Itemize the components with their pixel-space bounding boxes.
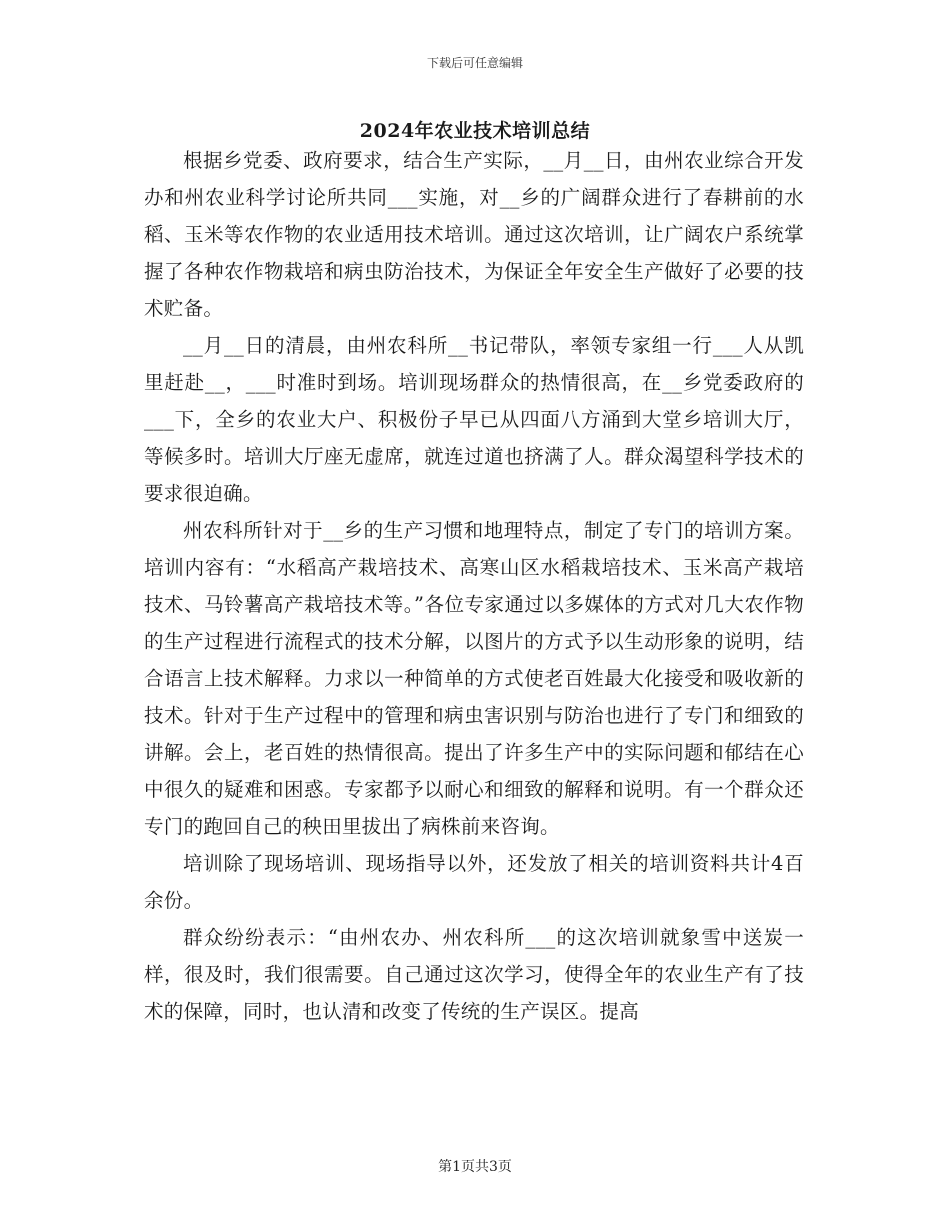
paragraph-3: 州农科所针对于__乡的生产习惯和地理特点，制定了专门的培训方案。培训内容有：“水稻高产栽培技术、高寒山区水稻栽培技术、玉米高产栽培技术、马铃薯高产栽培技术等。”各位专家通过以多媒体的方式对几大农作物的生产过程进行流程式的技术分解，以图片的方式予以生动形象的说明，结合语言上技术解释。力求以一种简单的方式使老百姓最大化接受和吸收新的技术。针对于生产过程中的管理和病虫害识别与防治也进行了专门和细致的讲解。会上，老百姓的热情很高。提出了许多生产中的实际问题和郁结在心中很久的疑难和困惑。专家都予以耐心和细致的解释和说明。有一个群众还专门的跑回自己的秧田里拔出了病株前来咨询。 [144, 519, 804, 838]
header-note: 下载后可任意编辑 [426, 56, 523, 70]
paragraph-5: 群众纷纷表示：“由州农办、州农科所___的这次培训就象雪中送炭一样，很及时，我们很需要。自己通过这次学习，使得全年的农业生产有了技术的保障，同时，也认清和改变了传统的生产误区。提高 [144, 926, 804, 1023]
document-body [144, 142, 804, 1030]
paragraph-2: __月__日的清晨，由州农科所__书记带队，率领专家组一行___人从凯里赶赴__，___时准时到场。培训现场群众的热情很高，在__乡党委政府的___下，全乡的农业大户、积极份子早已从四面八方涌到大堂乡培训大厅，等候多时。培训大厅座无虚席，就连过道也挤满了人。群众渴望科学技术的要求很迫确。 [144, 334, 804, 505]
document-title: 2024年农业技术培训总结 [359, 120, 591, 142]
paragraph-1: 根据乡党委、政府要求，结合生产实际，__月__日，由州农业综合开发办和州农业科学讨论所共同___实施，对__乡的广阔群众进行了春耕前的水稻、玉米等农作物的农业适用技术培训。通过这次培训，让广阔农户系统掌握了各种农作物栽培和病虫防治技术，为保证全年安全生产做好了必要的技术贮备。 [144, 149, 804, 320]
page-number: 第1页共3页 [438, 1159, 512, 1175]
paragraph-4: 培训除了现场培训、现场指导以外，还发放了相关的培训资料共计4百余份。 [144, 852, 804, 912]
